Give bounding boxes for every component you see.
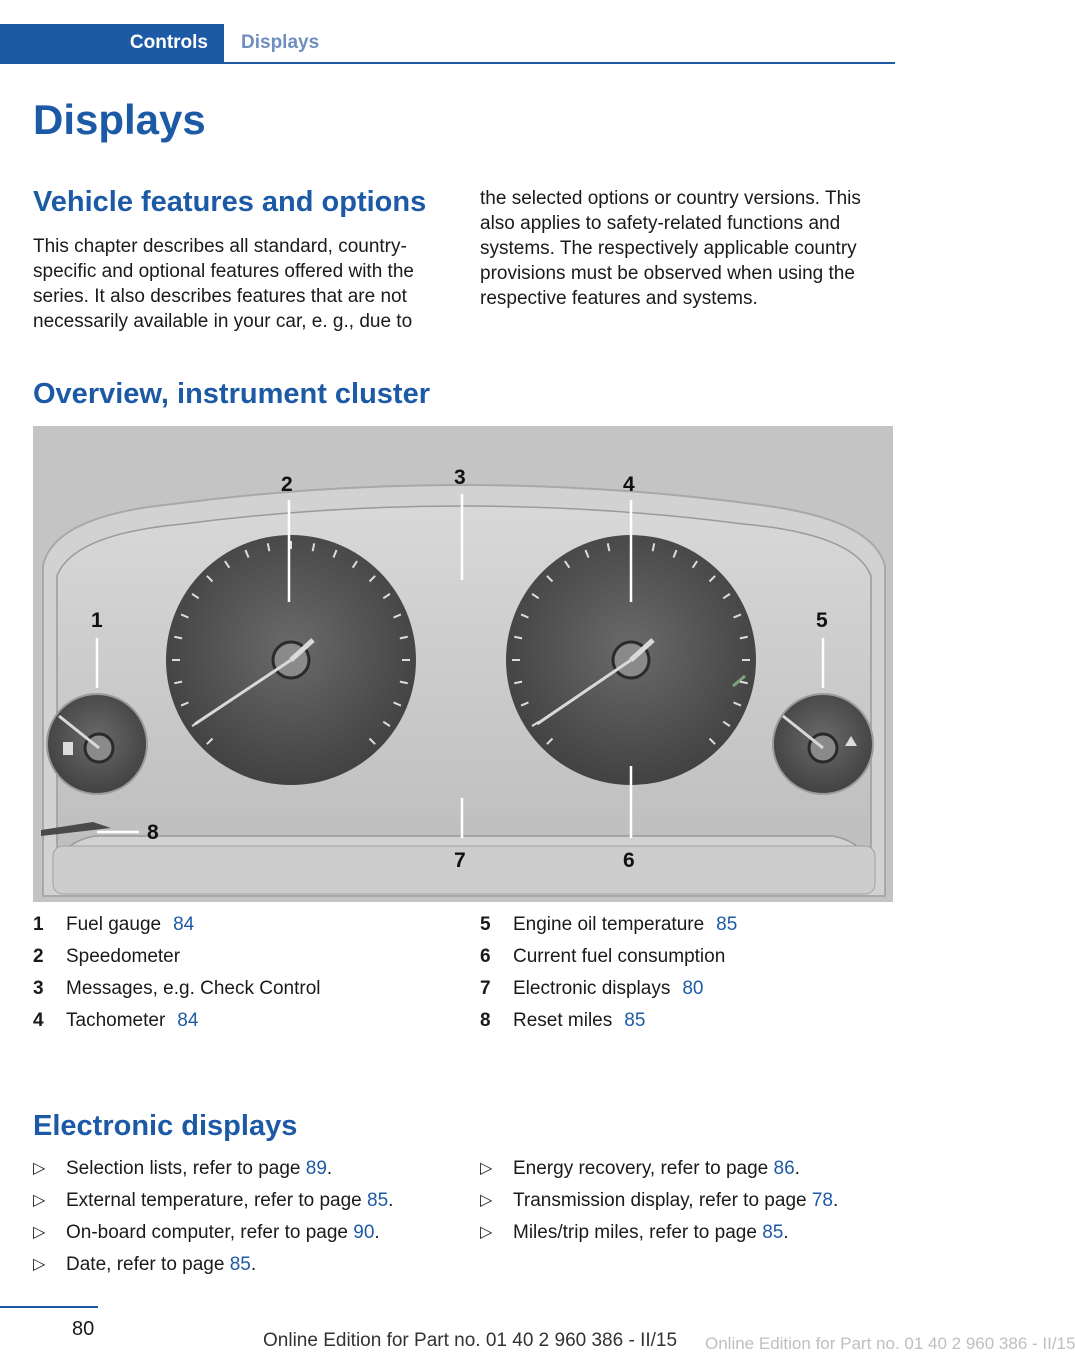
legend-number: 5 [480,914,491,935]
legend-right [480,912,900,1040]
callout-3: 3 [454,466,466,489]
page-reference-link[interactable]: 85 [624,1010,646,1031]
legend-label: Electronic displays [513,978,671,999]
list-item: ▷ Energy recovery, refer to page 86. [480,1156,910,1188]
page-reference-link[interactable]: 85 [762,1222,784,1243]
triangle-bullet-icon: ▷ [33,1192,46,1209]
legend-label: Tachometer [66,1010,166,1031]
bullet-text: External temperature, refer to page [66,1190,367,1211]
text-line: necessarily available in your car, e. g., due to [33,311,413,332]
text-line: systems. The respectively applicable country [480,238,857,259]
triangle-bullet-icon: ▷ [33,1224,46,1241]
callout-7: 7 [454,849,466,872]
text-line: series. It also describes features that are not [33,286,407,307]
legend-item [33,944,453,976]
legend-item [480,944,900,976]
bullet-text: Miles/trip miles, refer to page [513,1222,763,1243]
oil-temperature-gauge [773,694,873,794]
legend-item [33,976,453,1008]
callout-5: 5 [816,609,828,632]
text-line: also applies to safety-related functions and [480,213,841,234]
section-heading-vehicle-features: Vehicle features and options [33,186,427,218]
legend-number: 8 [480,1010,491,1031]
bullet-list-left [33,1156,463,1284]
fuel-gauge [47,694,147,794]
instrument-cluster-illustration [33,426,893,902]
page-reference-link[interactable]: 85 [367,1190,389,1211]
page-reference-link[interactable]: 89 [305,1158,327,1179]
list-item: ▷ External temperature, refer to page 85. [33,1188,463,1220]
text-line: This chapter describes all standard, country- [33,236,407,257]
legend-number: 2 [33,946,44,967]
list-item: ▷ Miles/trip miles, refer to page 85. [480,1220,910,1252]
bullet-text: On-board computer, refer to page [66,1222,354,1243]
list-item: ▷ Selection lists, refer to page 89. [33,1156,463,1188]
legend-label: Engine oil temperature [513,914,705,935]
page-reference-link[interactable]: 84 [177,1010,199,1031]
footer-rule [0,1306,98,1308]
bullet-text: Transmission display, refer to page [513,1190,812,1211]
legend-item [480,1008,900,1040]
list-item: ▷ Date, refer to page 85. [33,1252,463,1284]
list-item: ▷ On-board computer, refer to page 90. [33,1220,463,1252]
callout-1: 1 [91,609,103,632]
list-item: ▷ Transmission display, refer to page 78. [480,1188,910,1220]
watermark: Online Edition for Part no. 01 40 2 960 386 - II/15 [705,1334,1075,1353]
legend-number: 7 [480,978,491,999]
text-line: the selected options or country versions. This [480,188,861,209]
page-reference-link[interactable]: 78 [811,1190,833,1211]
speedometer-gauge [166,535,416,785]
legend-number: 6 [480,946,491,967]
legend-item [33,912,453,944]
legend-number: 3 [33,978,44,999]
bullet-list-right [480,1156,910,1252]
tab-controls[interactable]: Controls [0,24,224,62]
legend-number: 1 [33,914,44,935]
bullet-text: Selection lists, refer to page [66,1158,306,1179]
legend-label: Fuel gauge [66,914,162,935]
triangle-bullet-icon: ▷ [33,1160,46,1177]
vehicle-features-text-right [480,186,900,311]
vehicle-features-text-left [33,234,453,334]
callout-4: 4 [623,473,635,496]
page-reference-link[interactable]: 85 [716,914,738,935]
triangle-bullet-icon: ▷ [480,1160,493,1177]
legend-item [480,976,900,1008]
page-title: Displays [33,96,206,143]
tab-displays[interactable]: Displays [241,32,320,53]
page-reference-link[interactable]: 84 [173,914,195,935]
edition-note: Online Edition for Part no. 01 40 2 960 386 - II/15 [263,1330,678,1351]
legend-label: Reset miles [513,1010,613,1031]
triangle-bullet-icon: ▷ [480,1192,493,1209]
callout-6: 6 [623,849,635,872]
legend-left [33,912,453,1040]
legend-label: Speedometer [66,946,181,967]
callout-2: 2 [281,473,293,496]
section-heading-instrument-cluster: Overview, instrument cluster [33,378,431,410]
page-reference-link[interactable]: 86 [773,1158,795,1179]
bullet-text: Date, refer to page [66,1254,230,1275]
triangle-bullet-icon: ▷ [480,1224,493,1241]
page-number: 80 [72,1318,95,1340]
legend-label: Current fuel consumption [513,946,726,967]
legend-item [33,1008,453,1040]
section-heading-electronic-displays: Electronic displays [33,1110,298,1142]
callout-8: 8 [147,821,159,844]
text-line: specific and optional features offered with the [33,261,414,282]
legend-item [480,912,900,944]
header-tab-bar [0,24,895,64]
text-line: provisions must be observed when using the [480,263,855,284]
text-line: respective features and systems. [480,288,758,309]
legend-label: Messages, e.g. Check Control [66,978,321,999]
page-reference-link[interactable]: 80 [682,978,704,999]
bullet-text: Energy recovery, refer to page [513,1158,774,1179]
triangle-bullet-icon: ▷ [33,1256,46,1273]
instrument-cluster-svg [33,426,893,902]
page-reference-link[interactable]: 85 [229,1254,251,1275]
page-reference-link[interactable]: 90 [353,1222,375,1243]
legend-number: 4 [33,1010,44,1031]
fuel-pump-icon [63,742,73,755]
